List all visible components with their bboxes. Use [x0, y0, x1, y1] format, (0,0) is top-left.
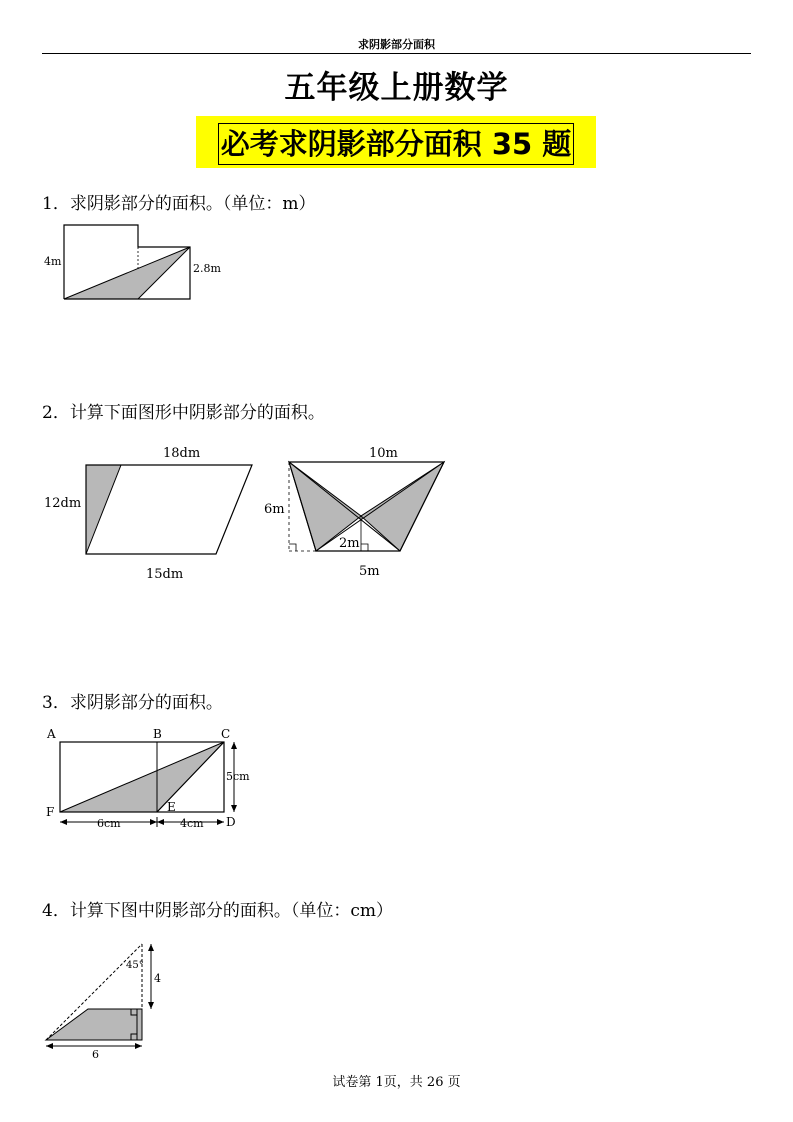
arrow-down: [148, 1002, 154, 1009]
arrow-left: [60, 819, 67, 825]
arrow-up: [231, 742, 237, 749]
question-2: [42, 398, 325, 423]
figure-q2: [0, 440, 470, 585]
arrow-mid-right: [157, 819, 164, 825]
arrow-right: [217, 819, 224, 825]
label-4m: 4m: [44, 255, 62, 268]
subtitle-text: 必考求阴影部分面积 35 题: [218, 123, 575, 165]
label-2-8m: 2.8m: [193, 262, 221, 275]
label-4cm: 4cm: [180, 817, 204, 830]
label-5cm: 5cm: [226, 770, 250, 783]
question-text: 计算下面图形中阴影部分的面积。: [69, 403, 325, 423]
figure-q1: [0, 215, 260, 310]
label-15dm: 15dm: [146, 567, 184, 582]
shaded-right: [361, 462, 444, 551]
right-angle-mark: [289, 544, 296, 551]
question-3: [42, 688, 223, 713]
question-number: 1．: [42, 194, 70, 214]
page-footer: 试卷第 1页，共 26 页: [332, 1075, 461, 1090]
arrow-right: [135, 1043, 142, 1049]
label-A: A: [47, 727, 56, 741]
question-4: [42, 896, 393, 921]
label-6: 6: [92, 1048, 99, 1061]
label-5m: 5m: [359, 564, 380, 579]
subtitle-banner: [196, 116, 596, 168]
label-4: 4: [154, 972, 161, 985]
figure-q3: [0, 725, 270, 835]
question-number: 3．: [42, 693, 70, 713]
figure-q4: [0, 938, 200, 1063]
label-10m: 10m: [369, 446, 398, 461]
shaded-triangle: [64, 247, 190, 299]
arrow-mid-left: [150, 819, 157, 825]
label-C: C: [221, 727, 231, 741]
label-D: D: [226, 815, 236, 829]
question-text: 求阴影部分的面积。: [69, 693, 223, 713]
arrow-down: [231, 805, 237, 812]
label-B: B: [153, 727, 162, 741]
label-12dm: 12dm: [44, 496, 82, 511]
label-2m: 2m: [339, 536, 360, 551]
label-E: E: [167, 800, 176, 814]
inner-right-angle: [361, 544, 368, 551]
header-divider: [42, 53, 751, 54]
question-number: 2．: [42, 403, 70, 423]
question-1: [42, 189, 315, 214]
label-6cm: 6cm: [97, 817, 121, 830]
question-number: 4．: [42, 901, 70, 921]
arrow-left: [46, 1043, 53, 1049]
shaded-trapezoid: [46, 1009, 142, 1040]
running-header: 求阴影部分面积: [358, 38, 435, 51]
label-45-degrees: 45°: [126, 960, 144, 971]
shaded-triangle: [60, 742, 224, 812]
arrow-up: [148, 944, 154, 951]
shaded-triangle: [86, 465, 121, 554]
label-18dm: 18dm: [163, 446, 201, 461]
page-title: 五年级上册数学: [284, 70, 509, 106]
question-text: 求阴影部分的面积。（单位：m）: [69, 194, 316, 214]
label-6m: 6m: [264, 502, 285, 517]
question-text: 计算下图中阴影部分的面积。（单位：cm）: [69, 901, 393, 921]
label-F: F: [46, 805, 55, 819]
